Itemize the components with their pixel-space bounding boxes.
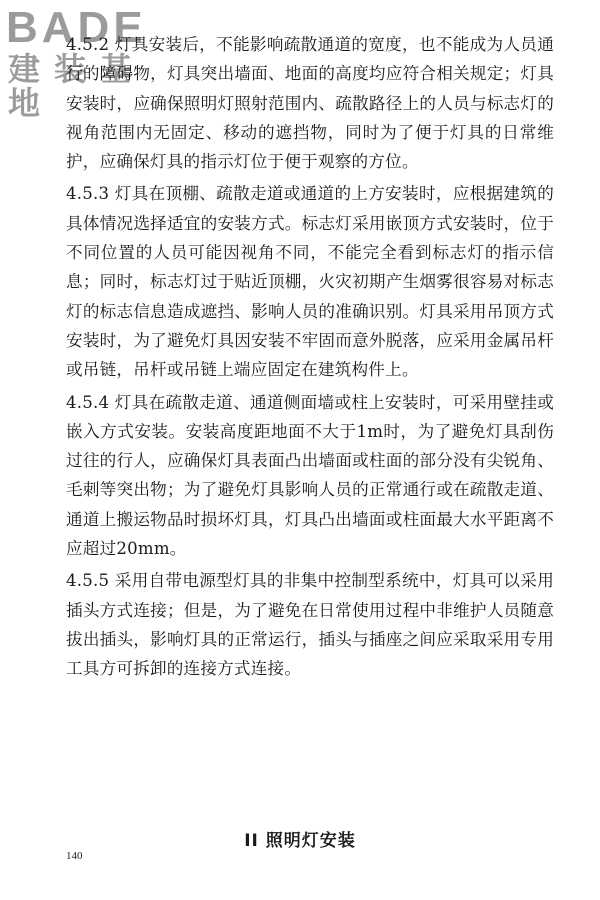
watermark-subtitle: 建装基地: [8, 50, 147, 122]
paragraph-4-5-3: 4.5.3 灯具在顶棚、疏散走道或通道的上方安装时，应根据建筑的具体情况选择适宜的安装方式。标志灯采用嵌顶方式安装时，位于不同位置的人员可能因视角不同，不能完全看到标志灯的指示信息；同时，标志灯过于贴近顶棚，火灾初期产生烟雾很容易对标志灯的标志信息造成遮挡、影响人员的准确识别。灯具采用吊顶方式安装时，为了避免灯具因安装不牢固而意外脱落，应采用金属吊杆或吊链，吊杆或吊链上端应固定在建筑构件上。: [66, 184, 554, 380]
paragraph-4-5-4: 4.5.4 灯具在疏散走道、通道侧面墙或柱上安装时，可采用壁挂或嵌入方式安装。安装高度距地面不大于1m时，为了避免灯具刮伤过往的行人，应确保灯具表面凸出墙面或柱面的部分没有尖锐角、毛刺等突出物；为了避免灯具影响人员的正常通行或在疏散走道、通道上搬运物品时损坏灯具，灯具凸出墙面或柱面最大水平距离不应超过20mm。: [66, 392, 554, 559]
paragraph-4-5-2: 4.5.2 灯具安装后，不能影响疏散通道的宽度，也不能成为人员通行的障碍物，灯具突出墙面、地面的高度均应符合相关规定；灯具安装时，应确保照明灯照射范围内、疏散路径上的人员与标志灯的视角范围内无固定、移动的遮挡物，同时为了便于灯具的日常维护，应确保灯具的指示灯位于便于观察的方位。: [66, 35, 554, 172]
watermark-brand: BADE: [6, 3, 147, 52]
document-body: [66, 30, 554, 687]
section-heading: II 照明灯安装: [244, 831, 356, 851]
page-number: 140: [66, 850, 83, 862]
paragraph-4-5-5: 4.5.5 采用自带电源型灯具的非集中控制型系统中，灯具可以采用插头方式连接；但是，为了避免在日常使用过程中非维护人员随意拔出插头，影响灯具的正常运行，插头与插座之间应采取采用专用工具方可拆卸的连接方式连接。: [66, 571, 554, 679]
